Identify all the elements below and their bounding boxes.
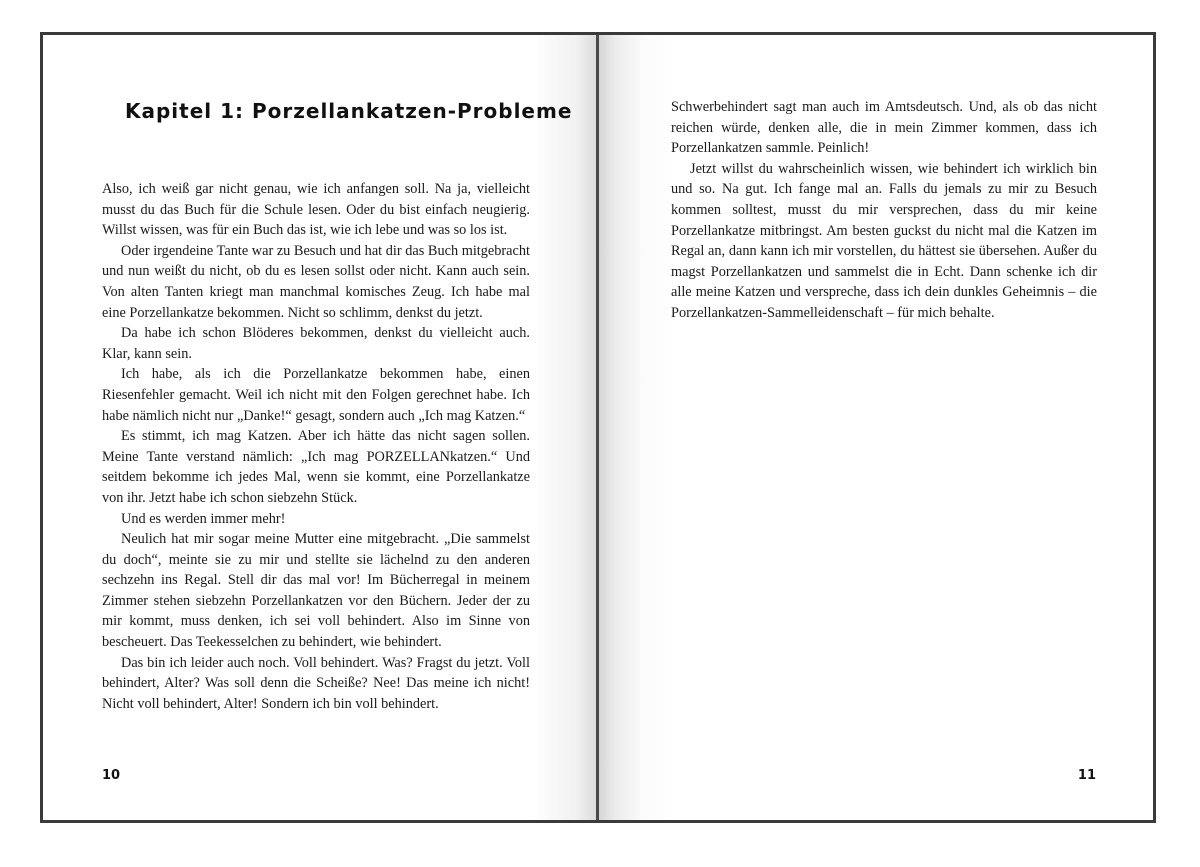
- page-number-left: 10: [102, 768, 121, 783]
- paragraph: Jetzt willst du wahrscheinlich wissen, wie behindert ich wirklich bin und so. Na gut. Ich fange mal an. Falls du jemals zu mir zu Besuch kommen solltest, musst du mir versprechen, dass du mir keine Porzellankatze mitbringst. Am besten guckst du nicht mal die Katzen im Regal an, dann kann ich mir vorstellen, du hättest sie übersehen. Außer du magst Porzellankatzen und sammelst die in Echt. Dann schenke ich dir alle meine Katzen und verspreche, dass ich dein dunkles Geheimnis – die Porzellankatzen-Sammelleidenschaft – für mich behalte.: [671, 160, 1097, 321]
- paragraph: Oder irgendeine Tante war zu Besuch und hat dir das Buch mitgebracht und nun weißt du nicht, ob du es lesen sollst oder nicht. Kann auch sein. Von alten Tanten kriegt man manchmal komisches Zeug. Ich habe mal eine Porzellankatze bekommen. Nicht so schlimm, denkst du jetzt.: [102, 242, 530, 321]
- left-page-body: [102, 179, 530, 714]
- book-spread: [40, 32, 1156, 823]
- paragraph: Da habe ich schon Blöderes bekommen, denkst du vielleicht auch. Klar, kann sein.: [102, 325, 530, 362]
- paragraph: Neulich hat mir sogar meine Mutter eine mitgebracht. „Die sammelst du doch“, meinte sie zu mir und stellte sie lächelnd zu den anderen sechzehn ins Regal. Stell dir das mal vor! Im Bücherregal in meinem Zimmer stehen siebzehn Porzellankatzen vor den Büchern. Jeder der zu mir kommt, muss denken, ich sei voll behindert. Also im Sinne von bescheuert. Das Teekesselchen zu behindert, wie behindert.: [102, 531, 530, 651]
- paragraph: Ich habe, als ich die Porzellankatze bekommen habe, einen Riesenfehler gemacht. Weil ich nicht mit den Folgen gerechnet habe. Ich habe nämlich nicht nur „Danke!“ gesagt, sondern auch „Ich mag Katzen.“: [102, 366, 530, 424]
- paragraph: Und es werden immer mehr!: [121, 510, 286, 527]
- chapter-title: Kapitel 1: Porzellankatzen-Probleme: [125, 99, 573, 123]
- paragraph: Schwerbehindert sagt man auch im Amtsdeutsch. Und, als ob das nicht reichen würde, denken alle, die in mein Zimmer kommen, dass ich Porzellankatzen sammle. Peinlich!: [671, 99, 1097, 157]
- right-page-body: [671, 97, 1097, 324]
- page-number-right: 11: [1077, 768, 1096, 783]
- paragraph: Also, ich weiß gar nicht genau, wie ich anfangen soll. Na ja, vielleicht musst du das Buch für die Schule lesen. Oder du bist einfach neugierig. Willst wissen, was für ein Buch das ist, wie ich lebe und was so los ist.: [102, 181, 530, 239]
- paragraph: Es stimmt, ich mag Katzen. Aber ich hätte das nicht sagen sollen. Meine Tante verstand nämlich: „Ich mag PORZELLANkatzen.“ Und seitdem bekomme ich jedes Mal, wenn sie kommt, eine Porzellankatze von ihr. Jetzt habe ich schon siebzehn Stück.: [102, 428, 530, 506]
- paragraph: Das bin ich leider auch noch. Voll behindert. Was? Fragst du jetzt. Voll behindert, Alter? Was soll denn die Scheiße? Nee! Das meine ich nicht! Nicht voll behindert, Alter! Sondern ich bin voll behindert.: [102, 654, 530, 712]
- left-page: [43, 35, 599, 820]
